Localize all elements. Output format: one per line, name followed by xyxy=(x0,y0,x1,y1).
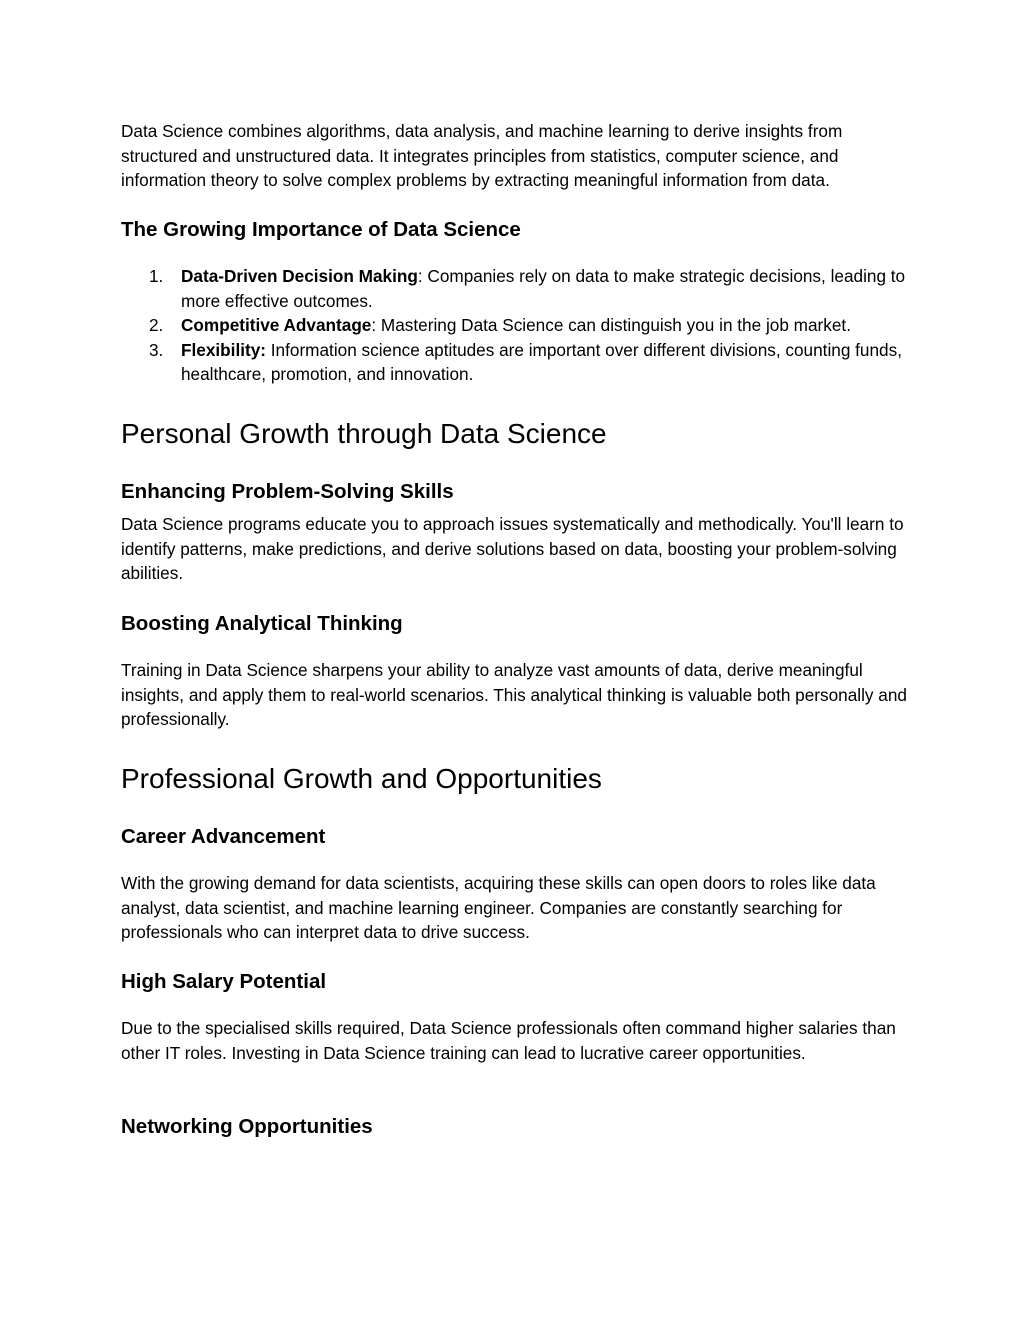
list-item-term: Competitive Advantage xyxy=(181,315,372,335)
career-advancement-heading: Career Advancement xyxy=(121,825,326,848)
analytical-thinking-paragraph: Training in Data Science sharpens your ability to analyze vast amounts of data, derive meaningful insights, and apply them to real-world scenarios. This analytical thinking is valuable both personally and professionally. xyxy=(121,660,907,729)
personal-growth-heading: Personal Growth through Data Science xyxy=(121,418,607,449)
problem-solving-heading: Enhancing Problem-Solving Skills xyxy=(121,480,454,503)
salary-potential-paragraph: Due to the specialised skills required, Data Science professionals often command higher salaries than other IT roles. Investing in Data Science training can lead to lucrative career opportunities. xyxy=(121,1018,896,1063)
list-item-term: Flexibility: xyxy=(181,339,266,360)
problem-solving-paragraph: Data Science programs educate you to approach issues systematically and methodically. You'll learn to identify patterns, make predictions, and derive solutions based on data, boosting your problem-solving abilities. xyxy=(121,514,904,583)
analytical-thinking-heading: Boosting Analytical Thinking xyxy=(121,612,403,635)
list-item-number: 2. xyxy=(149,315,164,335)
list-item-text: : Companies rely on data to make strategic decisions, leading to more effective outcomes. xyxy=(181,266,906,311)
list-item-number: 3. xyxy=(149,339,164,360)
list-item xyxy=(121,313,911,338)
list-item xyxy=(121,264,911,313)
list-item-term: Data-Driven Decision Making xyxy=(181,266,418,286)
intro-paragraph: Data Science combines algorithms, data analysis, and machine learning to derive insights from structured and unstructured data. It integrates principles from statistics, computer science, and information theory to solve complex problems by extracting meaningful information from data. xyxy=(121,121,843,190)
professional-growth-heading: Professional Growth and Opportunities xyxy=(121,763,602,794)
career-advancement-paragraph: With the growing demand for data scientists, acquiring these skills can open doors to roles like data analyst, data scientist, and machine learning engineer. Companies are constantly searching for professionals who can interpret data to drive success. xyxy=(121,873,876,942)
list-item-number: 1. xyxy=(149,266,164,286)
importance-heading: The Growing Importance of Data Science xyxy=(121,218,521,241)
list-item xyxy=(121,338,911,387)
list-item-text: Information science aptitudes are important over different divisions, counting funds, healthcare, promotion, and innovation. xyxy=(181,339,902,384)
networking-heading: Networking Opportunities xyxy=(121,1115,373,1138)
salary-potential-heading: High Salary Potential xyxy=(121,970,327,993)
list-item-text: : Mastering Data Science can distinguish you in the job market. xyxy=(371,315,851,335)
importance-list xyxy=(121,264,911,387)
